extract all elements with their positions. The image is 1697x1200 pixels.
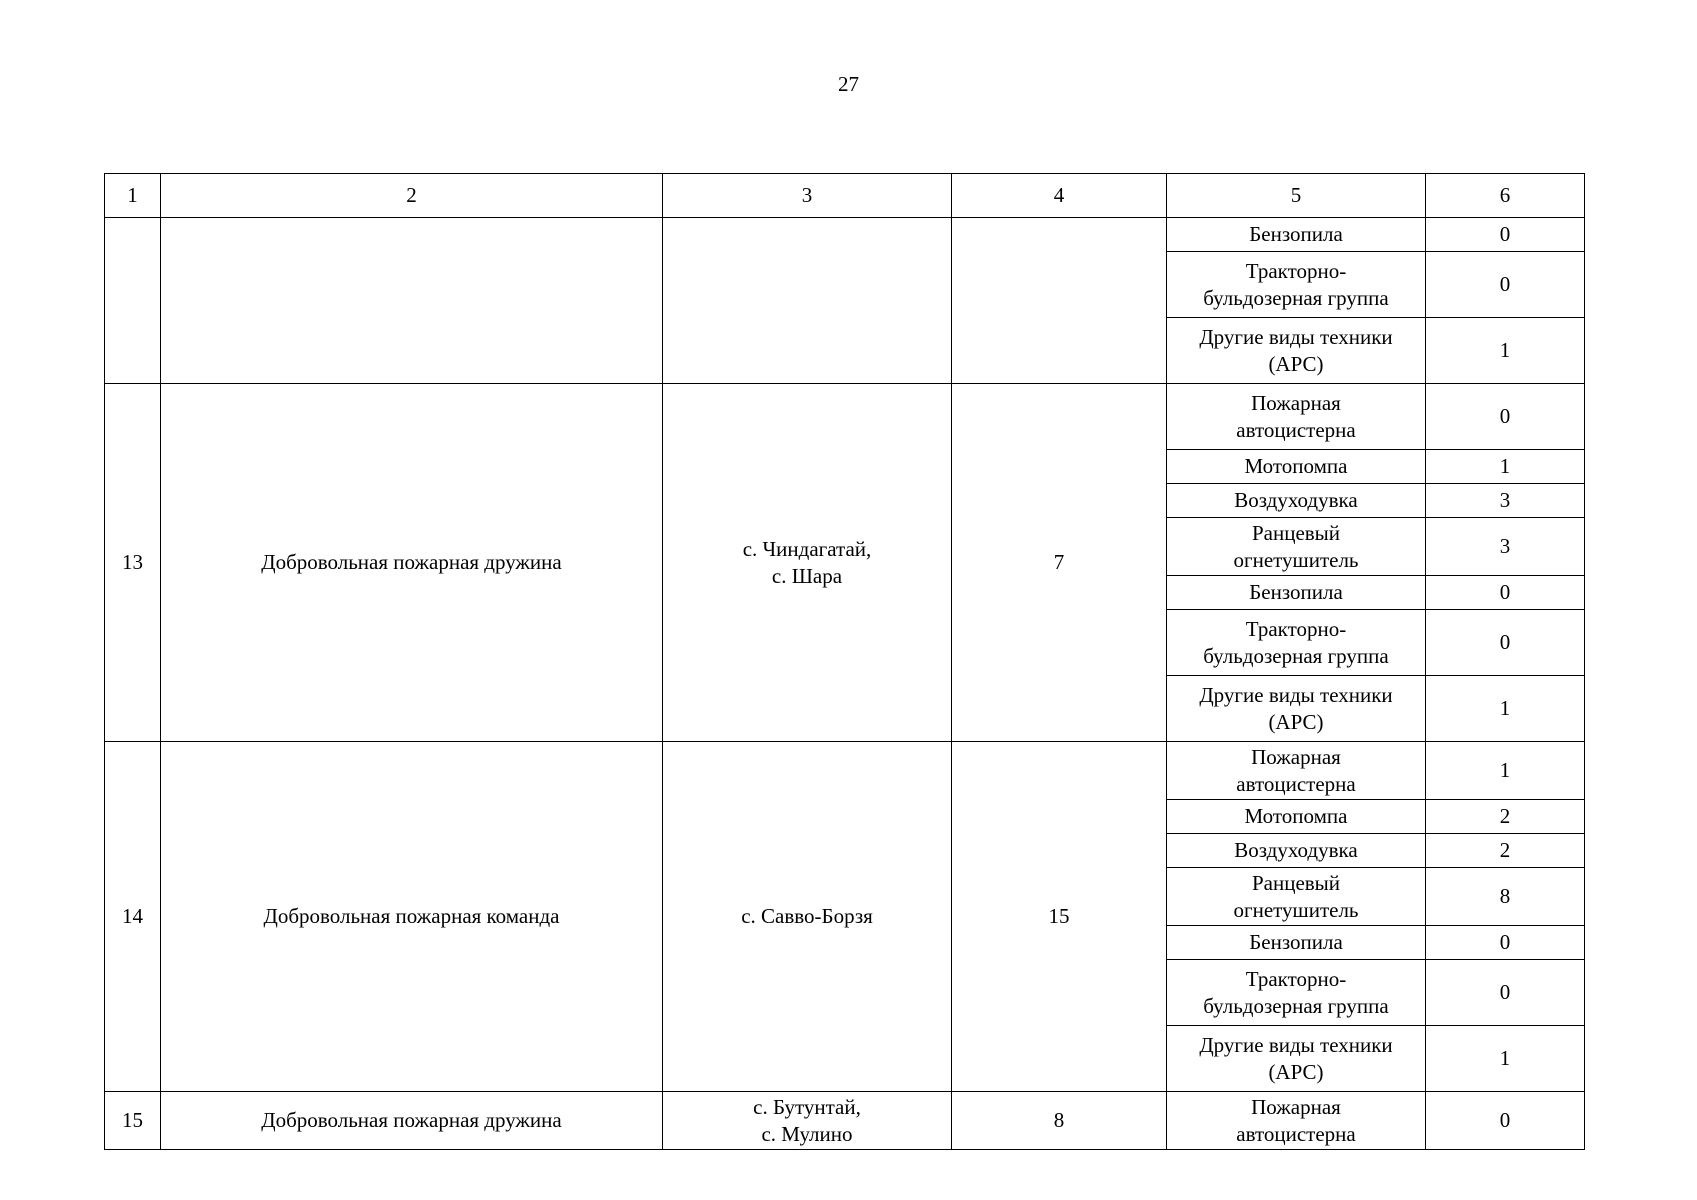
equipment-table: [104, 173, 1585, 1150]
equipment-quantity-cell: 0: [1426, 218, 1585, 252]
equipment-quantity-cell: 2: [1426, 800, 1585, 834]
equipment-type-cell: [1167, 218, 1426, 252]
equipment-type-line: автоцистерна: [1236, 771, 1356, 796]
equipment-quantity-cell: 0: [1426, 252, 1585, 318]
equipment-quantity-cell: 8: [1426, 868, 1585, 926]
equipment-type-cell: [1167, 252, 1426, 318]
equipment-type-line: бульдозерная группа: [1203, 993, 1389, 1018]
column-number-6: 6: [1426, 174, 1585, 218]
table-row: [105, 742, 1585, 800]
settlement-line: с. Савво-Борзя: [741, 904, 873, 928]
equipment-type-cell: [1167, 384, 1426, 450]
settlement-line: с. Мулино: [761, 1121, 853, 1146]
equipment-type-line: автоцистерна: [1236, 1121, 1356, 1146]
equipment-quantity-cell: 0: [1426, 960, 1585, 1026]
equipment-type-cell: [1167, 800, 1426, 834]
row-number-cell: 15: [105, 1092, 161, 1150]
equipment-quantity-cell: 3: [1426, 518, 1585, 576]
equipment-quantity-cell: 0: [1426, 926, 1585, 960]
equipment-type-cell: [1167, 518, 1426, 576]
equipment-quantity-cell: 2: [1426, 834, 1585, 868]
equipment-type-cell: [1167, 868, 1426, 926]
personnel-count-cell: 8: [952, 1092, 1167, 1150]
unit-name-cell: Добровольная пожарная дружина: [161, 1092, 663, 1150]
equipment-type-line: Мотопомпа: [1244, 454, 1348, 478]
personnel-count-cell: [952, 218, 1167, 384]
equipment-type-line: бульдозерная группа: [1203, 643, 1389, 668]
column-number-5: 5: [1167, 174, 1426, 218]
personnel-count-cell: 7: [952, 384, 1167, 742]
table-row: [105, 218, 1585, 252]
equipment-type-line: Пожарная: [1251, 1094, 1341, 1119]
equipment-type-line: Другие виды техники: [1199, 1032, 1393, 1057]
row-number-cell: 13: [105, 384, 161, 742]
row-number-cell: [105, 218, 161, 384]
equipment-type-line: Ранцевый: [1251, 870, 1341, 895]
equipment-type-cell: [1167, 450, 1426, 484]
settlement-cell: [663, 218, 952, 384]
equipment-type-cell: [1167, 742, 1426, 800]
equipment-type-line: Воздуходувка: [1234, 838, 1358, 862]
equipment-type-line: Тракторно-: [1245, 616, 1347, 641]
equipment-type-cell: [1167, 834, 1426, 868]
equipment-type-line: Мотопомпа: [1244, 804, 1348, 828]
settlement-cell: [663, 1092, 952, 1150]
column-number-4: 4: [952, 174, 1167, 218]
equipment-type-line: огнетушитель: [1233, 547, 1359, 572]
equipment-type-line: Пожарная: [1251, 744, 1341, 769]
equipment-type-line: бульдозерная группа: [1203, 285, 1389, 310]
equipment-type-cell: [1167, 926, 1426, 960]
row-number-cell: 14: [105, 742, 161, 1092]
page-number: 27: [838, 72, 859, 96]
settlement-line: с. Шара: [771, 563, 843, 588]
settlement-line: с. Чиндагатай,: [742, 536, 872, 561]
column-number-3: 3: [663, 174, 952, 218]
column-number-row: [105, 174, 1585, 218]
equipment-quantity-cell: 1: [1426, 676, 1585, 742]
equipment-type-cell: [1167, 1092, 1426, 1150]
equipment-type-line: Тракторно-: [1245, 966, 1347, 991]
table-row: [105, 384, 1585, 450]
equipment-quantity-cell: 1: [1426, 318, 1585, 384]
equipment-quantity-cell: 0: [1426, 1092, 1585, 1150]
column-number-1: 1: [105, 174, 161, 218]
equipment-quantity-cell: 1: [1426, 742, 1585, 800]
personnel-count-cell: 15: [952, 742, 1167, 1092]
settlement-cell: [663, 384, 952, 742]
equipment-type-line: (АРС): [1268, 351, 1324, 376]
unit-name-cell: Добровольная пожарная команда: [161, 742, 663, 1092]
table-body: [105, 218, 1585, 1150]
equipment-type-cell: [1167, 318, 1426, 384]
equipment-type-line: автоцистерна: [1236, 417, 1356, 442]
equipment-quantity-cell: 0: [1426, 384, 1585, 450]
equipment-type-line: Бензопила: [1249, 222, 1343, 246]
equipment-type-cell: [1167, 960, 1426, 1026]
equipment-type-cell: [1167, 1026, 1426, 1092]
equipment-type-line: (АРС): [1268, 709, 1324, 734]
equipment-type-cell: [1167, 484, 1426, 518]
equipment-type-line: Бензопила: [1249, 930, 1343, 954]
equipment-type-line: Воздуходувка: [1234, 488, 1358, 512]
unit-name-cell: [161, 218, 663, 384]
equipment-quantity-cell: 0: [1426, 576, 1585, 610]
equipment-type-line: Пожарная: [1251, 390, 1341, 415]
settlement-line: с. Бутунтай,: [753, 1094, 861, 1119]
unit-name-cell: Добровольная пожарная дружина: [161, 384, 663, 742]
equipment-type-line: Ранцевый: [1251, 520, 1341, 545]
equipment-type-line: Другие виды техники: [1199, 324, 1393, 349]
settlement-cell: [663, 742, 952, 1092]
equipment-type-line: огнетушитель: [1233, 897, 1359, 922]
equipment-type-line: Тракторно-: [1245, 258, 1347, 283]
table-row: [105, 1092, 1585, 1150]
equipment-quantity-cell: 1: [1426, 1026, 1585, 1092]
equipment-type-cell: [1167, 576, 1426, 610]
column-number-2: 2: [161, 174, 663, 218]
equipment-type-line: Бензопила: [1249, 580, 1343, 604]
equipment-quantity-cell: 3: [1426, 484, 1585, 518]
equipment-type-line: (АРС): [1268, 1059, 1324, 1084]
equipment-type-line: Другие виды техники: [1199, 682, 1393, 707]
equipment-quantity-cell: 1: [1426, 450, 1585, 484]
equipment-type-cell: [1167, 676, 1426, 742]
equipment-quantity-cell: 0: [1426, 610, 1585, 676]
equipment-type-cell: [1167, 610, 1426, 676]
